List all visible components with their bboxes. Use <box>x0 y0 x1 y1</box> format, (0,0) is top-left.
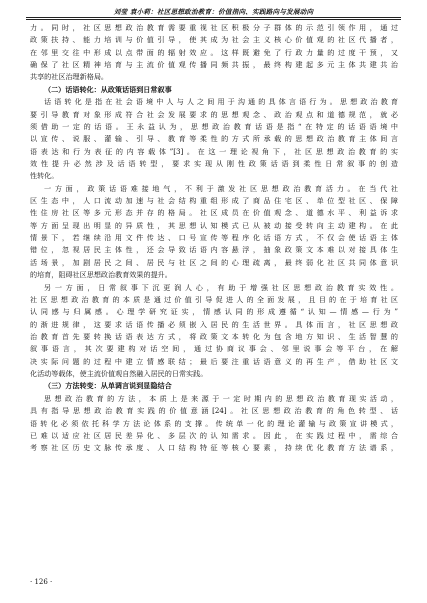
text-line: 的渐进规律，这要求话语传播必须嵌入居民的生活世界。具体而言，社区思想政 <box>30 319 398 329</box>
text-line: 决实际问题的过程中建立情感联结；最后要注重话语意义的再生产，借助社区文 <box>30 356 398 366</box>
body-text <box>30 22 398 570</box>
text-line: 等方面呈现出明显的异质性，其思想认知模式已从被动接受转向主动建构。在此 <box>30 220 398 230</box>
text-line: 活场景，加剧居民之间、居民与社区之间的心理疏离，最终弱化社区共同体意识 <box>30 257 398 267</box>
text-line: 共享的社区治理新格局。 <box>30 72 109 82</box>
page-number: · 126 · <box>30 578 53 586</box>
text-line: 以宣传、说服、灌输、引导、教育等柔性的方式所承载的思想政治教育主体间言 <box>30 134 398 144</box>
text-line: 情景下，若继续沿用文件传达、口号宣传等程序化话语方式，不仅会使话语主体 <box>30 233 398 243</box>
running-header: 刘莹 袁小莉：社区思想政治教育：价值指向、实践路向与发展动向 <box>113 8 314 16</box>
text-line: 确保了社区精神培育与主流价值观传播同频共振，最终构建起多元主体共建共治 <box>30 60 398 70</box>
text-line: 具有指导思想政治教育实践的价值意涵[24]。社区思想政治教育的角色转型、话 <box>30 406 398 416</box>
text-line: 政策扶持、能力培训与价值引导，使其成为社会主义核心价值观的社区代播者， <box>30 35 398 45</box>
text-line: 区生态中，人口流动加速与社会结构重组形成了商品住宅区、单位型社区、保障 <box>30 196 398 206</box>
text-line: 错位，忽视居民主体性，还会导致话语内容悬浮，抽象政策文本难以对接具体生 <box>30 245 398 255</box>
text-line: 化活动等载体，使主流价值观自然融入居民的日常实践。 <box>30 369 208 379</box>
text-line: 的培育，阻碍社区思想政治教育效果的提升。 <box>30 270 172 280</box>
text-line: 已难以适应社区居民差异化、多层次的认知需求。因此，在实践过程中，需综合 <box>30 430 398 440</box>
text-line: 另一方面，日常叙事下沉更润人心，有助于增强社区思想政治教育实效性。 <box>44 282 398 292</box>
text-line: 治教育首先要转换话语表达方式，将政策文本转化为包含地方知识、生活智慧的 <box>30 331 398 341</box>
text-line: 性住房社区等多元形态并存的格局。社区成员在价值观念、道德水平、利益诉求 <box>30 208 398 218</box>
text-line: 社区思想政治教育的本质是通过价值引导促进人的全面发展，且目的在于培育社区 <box>30 294 398 304</box>
text-line: 语转化必须依托科学方法论体系的支撑。传统单一化的理论灌输与政策宣讲模式， <box>30 418 398 428</box>
text-line: 要引导教育对象形成符合社会发展要求的思想观念、政治观点和道德规范，就必 <box>30 109 398 119</box>
text-line: 力。同时，社区思想政治教育需要重视社区积极分子群体的示范引领作用，通过 <box>30 23 398 32</box>
text-line: 须借助一定的话语。王永益认为，思想政治教育话语是指“在特定的话语语境中 <box>30 121 398 131</box>
header-rule-top <box>26 17 401 18</box>
text-line: 认同感与归属感。心理学研究证实，情感认同的形成遵循“认知—情感—行为” <box>30 307 398 317</box>
text-line: 在邻里交往中形成以点带面的辐射效应。这样既避免了行政力量的过度干预，又 <box>30 47 398 57</box>
text-line: 思想政治教育的方法，本质上是来源于一定时期内的思想政治教育现实活动， <box>44 393 398 403</box>
text-line: 考察社区历史文脉传承度、人口结构特征等核心要素，持续优化教育方法谱系， <box>30 443 398 453</box>
text-line: 性转化。 <box>30 171 59 181</box>
header-rule-bottom <box>26 19 401 20</box>
section-heading: （二）话语转化：从政策话语到日常叙事 <box>44 84 172 94</box>
text-line: 叙事语言，其次要建构对话空间，通过协商议事会、邻里说事会等平台，在解 <box>30 344 398 354</box>
text-line: 效性提升必然涉及话语转型，要求实现从刚性政策话语到柔性日常叙事的创造 <box>30 158 398 168</box>
section-heading: （三）方法转变：从单调言说到显隐结合 <box>44 381 172 391</box>
text-line: 语表达和行为表征的内容载体”[3]。在这一理论视角下，社区思想政治教育的实 <box>30 146 398 156</box>
text-line: 话语转化是指在社会语境中人与人之间用于沟通的具体言语行为。思想政治教育 <box>44 97 398 107</box>
text-line: 一方面，政策话语难接地气，不利于激发社区思想政治教育活力。在当代社 <box>44 183 398 193</box>
